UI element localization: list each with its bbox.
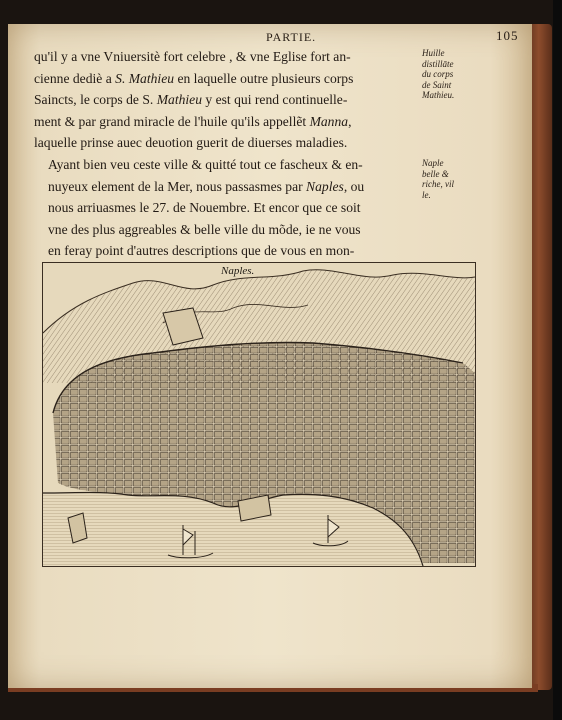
book-page [8,24,532,688]
margin-note-line: du corps [422,69,454,79]
text-segment: Ayant bien veu ceste ville & quitté tout ce fascheux & en- [48,156,363,172]
page-header [8,30,532,46]
text-segment: nuyeux element de la Mer, nous passasmes par [48,178,307,194]
paragraph-1 [34,46,434,154]
body-text [34,46,434,284]
text-line [34,46,434,68]
margin-note-huille [422,48,482,101]
text-line [34,197,434,219]
page-number: 105 [496,28,519,43]
text-segment: Saincts, le corps de S. [34,92,157,108]
running-title: PARTIE. [266,30,317,44]
text-line [34,68,434,90]
text-segment: laquelle prinse auec deuotion guerit de diuerses maladies. [34,135,348,151]
text-segment: , ou [343,178,365,194]
text-line [34,154,434,176]
map-title: Naples. [221,265,255,277]
margin-note-line: riche, vil [422,179,454,189]
text-segment: cienne dediè a [34,70,116,86]
margin-note-line: le. [422,189,431,200]
text-line [34,132,434,154]
margin-note-line: de Saint [422,79,452,90]
margin-note-line: belle & [422,168,449,179]
italic-name: S. Mathieu [115,70,175,86]
text-segment: y est qui rend continuelle- [202,92,348,108]
text-line [34,240,434,262]
text-segment: qu'il y a vne Vniuersitè fort celebre , & vne Eglise fort an- [34,49,351,64]
italic-name: Manna [309,113,349,129]
text-line [34,219,434,241]
margin-note-naple [422,158,482,200]
italic-name: Mathieu [156,92,203,108]
margin-note-line: Naple [422,158,444,168]
naples-engraving [42,262,476,567]
text-line [34,176,434,198]
text-segment: ment & par grand miracle de l'huile qu'ils appellẽt [34,113,310,129]
italic-name: Naples [306,178,344,194]
text-line [34,111,434,133]
margin-note-line: distillāte [422,58,454,69]
text-line [34,89,434,111]
text-segment: en feray point d'autres descriptions que de vous en mon- [48,243,355,259]
margin-note-line: Huille [422,48,445,58]
cover-edge [530,24,552,690]
text-segment: , [348,113,352,129]
naples-map-illustration [43,263,475,566]
margin-note-line: Mathieu. [422,90,455,100]
text-segment: vne des plus aggreables & belle ville du mõde, ie ne vous [48,221,361,237]
text-segment: nous arriuasmes le 27. de Nouembre. Et encor que ce soit [48,200,361,216]
text-segment: en laquelle outre plusieurs corps [174,70,354,86]
